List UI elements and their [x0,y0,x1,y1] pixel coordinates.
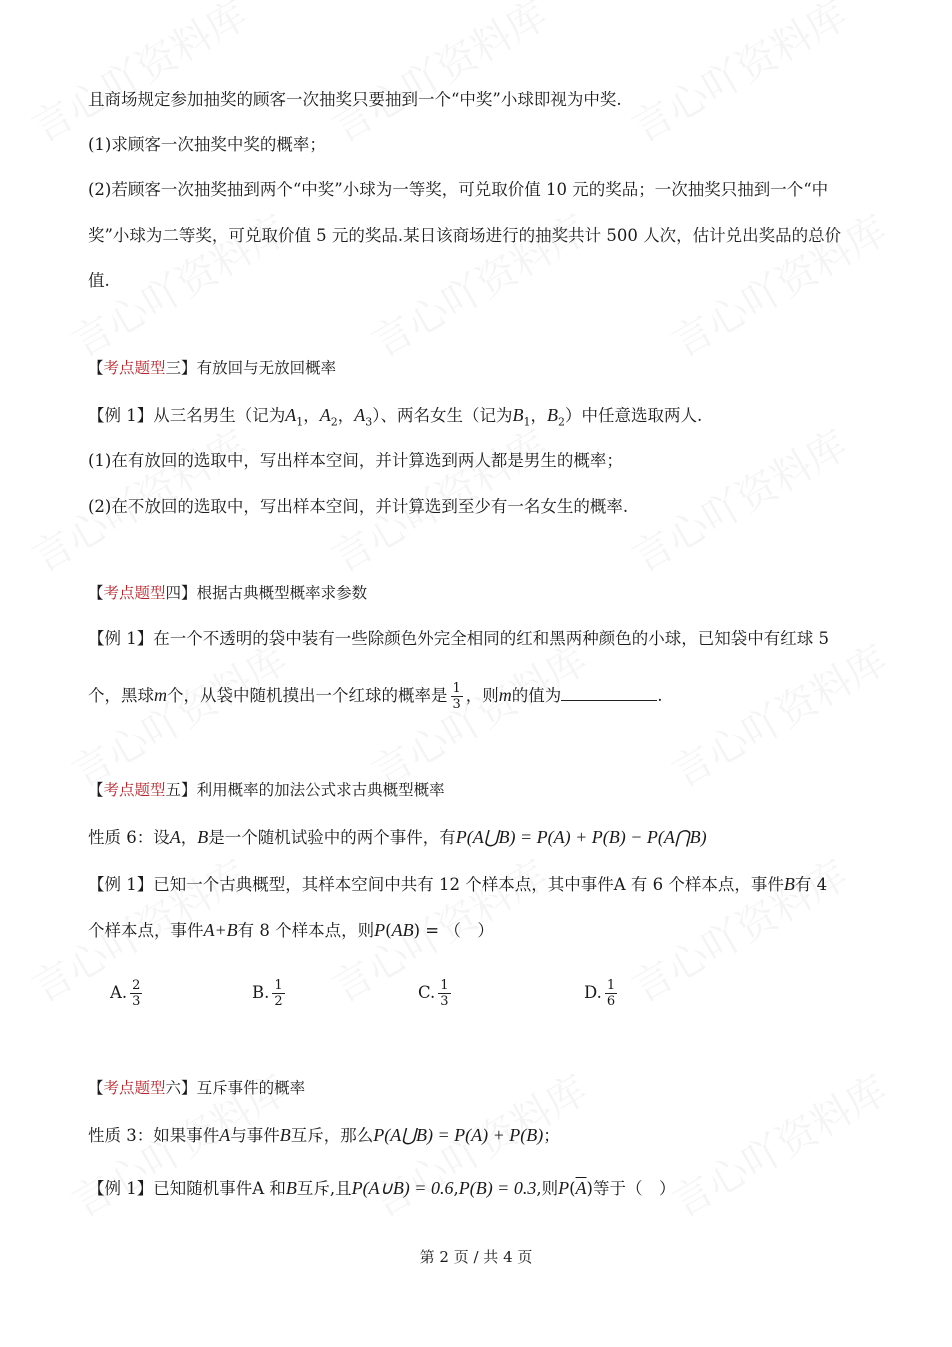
watermark [65,638,295,796]
example-3: 【例 1】从三名男生（记为$A_1$，$A_2$，$A_3$）、两名女生（记为$B_1$，$B_2$）中任意选取两人. [88,405,703,429]
fraction: $\frac{1}{3}$ [452,681,461,712]
watermark [25,0,255,151]
option-a[interactable]: A. $\frac{2}{3}$ [110,978,141,1009]
option-d[interactable]: D. $\frac{1}{6}$ [584,978,616,1009]
section-heading-4: 【考点题型四】根据古典概型概率求参数 [88,584,368,602]
watermark [365,1068,595,1226]
question-1: (1)求顾客一次抽奖中奖的概率； [88,135,326,154]
question-2-cont: 奖”小球为二等奖，可兑取价值 5 元的奖品.某日该商场进行的抽奖共计 500 人次，估计兑出奖品的总价 [88,226,842,245]
question-2-end: 值. [88,271,110,290]
watermark [625,423,855,581]
intro-line: 且商场规定参加抽奖的顾客一次抽奖只要抽到一个“中奖”小球即视为中奖. [88,90,622,109]
example-3-q1: (1)在有放回的选取中，写出样本空间，并计算选到两人都是男生的概率； [88,451,623,470]
watermark [625,0,855,151]
example-6: 【例 1】已知随机事件A 和B互斥,且P(A∪B) = 0.6,P(B) = 0.3,则$P(\overline{A})$等于（ ） [88,1178,676,1198]
watermark [665,638,895,796]
section-heading-5: 【考点题型五】利用概率的加法公式求古典概型概率 [88,781,445,799]
example-4: 【例 1】在一个不透明的袋中装有一些除颜色外完全相同的红和黑两种颜色的小球，已知袋中有红球 5 [88,629,829,648]
property-3: 性质 3：如果事件A与事件B互斥，那么P(A⋃B) = P(A) + P(B)； [88,1125,560,1145]
example-3-q2: (2)在不放回的选取中，写出样本空间，并计算选到至少有一名女生的概率. [88,497,629,516]
property-6: 性质 6：设A，B是一个随机试验中的两个事件，有P(A⋃B) = P(A) + P(B) − P(A⋂B) [88,827,707,847]
watermark [365,638,595,796]
example-5: 【例 1】已知一个古典概型，其样本空间中共有 12 个样本点，其中事件A 有 6 个样本点，事件B有 4 [88,874,828,894]
section-heading-3: 【考点题型三】有放回与无放回概率 [88,359,337,377]
page-footer: 第 2 页 / 共 4 页 [419,1248,533,1266]
answer-blank[interactable] [561,684,657,701]
watermark [325,0,555,151]
example-5-cont: 个样本点，事件A+B有 8 个样本点，则P(AB) = （ ） [88,920,494,940]
watermark [665,1068,895,1226]
option-c[interactable]: C. $\frac{1}{3}$ [418,978,449,1009]
section-heading-6: 【考点题型六】互斥事件的概率 [88,1079,306,1097]
question-2: (2)若顾客一次抽奖抽到两个“中奖”小球为一等奖，可兑取价值 10 元的奖品；一次抽奖只抽到一个“中 [88,180,829,199]
option-b[interactable]: B. $\frac{1}{2}$ [252,978,283,1009]
example-4-cont: 个，黑球m个，从袋中随机摸出一个红球的概率是 $\frac{1}{3}$ ，则m的值为 . [88,681,663,712]
